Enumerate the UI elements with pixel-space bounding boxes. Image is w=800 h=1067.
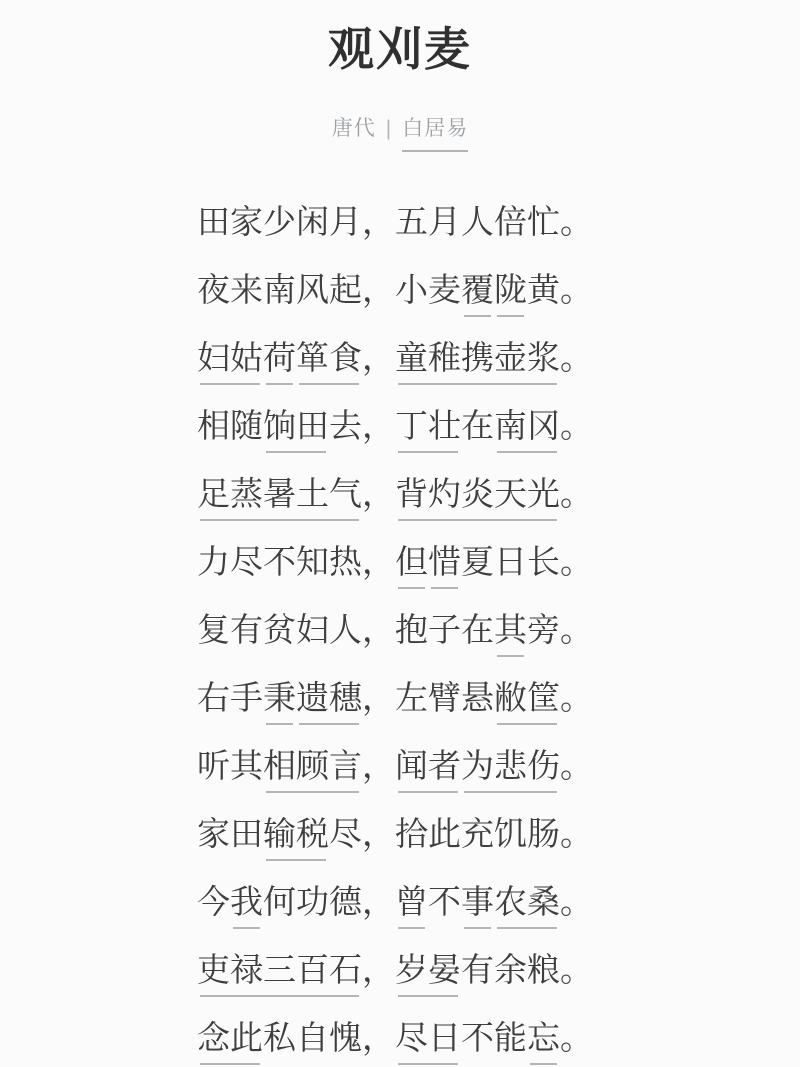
- poem-text: 相随: [197, 407, 263, 444]
- poem-line: [197, 324, 800, 392]
- poem-text: 家田: [197, 815, 263, 852]
- poem-line: [197, 528, 800, 596]
- poem-line: [197, 732, 800, 800]
- annotated-word[interactable]: 丁壮: [395, 392, 461, 460]
- annotated-word[interactable]: 但: [395, 528, 428, 596]
- annotated-word[interactable]: 闻者: [395, 732, 461, 800]
- annotated-word[interactable]: 饷田: [263, 392, 329, 460]
- poem-text: 黄。: [527, 271, 593, 308]
- poem-line: [197, 868, 800, 936]
- poem-line: [197, 936, 800, 1004]
- annotated-word[interactable]: 秉: [263, 664, 296, 732]
- poem-line: [197, 664, 800, 732]
- poem-text: ，: [362, 475, 395, 512]
- annotated-word[interactable]: 输税: [263, 800, 329, 868]
- poem-text: 。: [560, 407, 593, 444]
- poem-text: 。: [560, 747, 593, 784]
- annotated-word[interactable]: 箪食: [296, 324, 362, 392]
- poem-text: ，: [362, 951, 395, 988]
- poem-line: [197, 392, 800, 460]
- poem-text: 去，: [329, 407, 395, 444]
- poem-text: ，: [362, 747, 395, 784]
- annotated-word[interactable]: 荷: [263, 324, 296, 392]
- annotated-word[interactable]: 吏禄三百石: [197, 936, 362, 1004]
- poem-text: ，左臂悬: [362, 679, 494, 716]
- annotated-word[interactable]: 童稚携壶浆: [395, 324, 560, 392]
- poem-text: 。: [560, 883, 593, 920]
- annotated-word[interactable]: 相顾言: [263, 732, 362, 800]
- annotated-word[interactable]: 尽日: [395, 1004, 461, 1067]
- poem-text: 不能: [461, 1019, 527, 1056]
- poem-text: 不: [428, 883, 461, 920]
- subtitle-separator: |: [385, 117, 393, 140]
- poem-text: 在: [461, 407, 494, 444]
- annotated-word[interactable]: 岁晏: [395, 936, 461, 1004]
- poem-line: [197, 188, 800, 256]
- annotated-word[interactable]: 背灼炎天光: [395, 460, 560, 528]
- poem-subtitle: [0, 114, 800, 152]
- annotated-word[interactable]: 事: [461, 868, 494, 936]
- annotated-word[interactable]: 农桑: [494, 868, 560, 936]
- annotated-word[interactable]: 遗穗: [296, 664, 362, 732]
- annotated-word[interactable]: 为悲伤: [461, 732, 560, 800]
- poem-text: 。: [560, 339, 593, 376]
- poem-text: ，: [362, 339, 395, 376]
- poem-line: [197, 460, 800, 528]
- poem-text: 。: [560, 475, 593, 512]
- poem-text: 右手: [197, 679, 263, 716]
- annotated-word[interactable]: 念此: [197, 1004, 263, 1067]
- poem-line: [197, 1004, 800, 1067]
- poem-line: [197, 596, 800, 664]
- annotated-word[interactable]: 足蒸暑土气: [197, 460, 362, 528]
- annotated-word[interactable]: 惜: [428, 528, 461, 596]
- poem-text: 。: [560, 679, 593, 716]
- poem-text: 今: [197, 883, 230, 920]
- poem-text: 。: [560, 1019, 593, 1056]
- poem-text: 复有贫妇人，抱子在: [197, 611, 494, 648]
- annotated-word[interactable]: 陇: [494, 256, 527, 324]
- annotated-word[interactable]: 忘: [527, 1004, 560, 1067]
- poem-text: 夏日长。: [461, 543, 593, 580]
- poem-text: 有余粮。: [461, 951, 593, 988]
- annotated-word[interactable]: 敝筐: [494, 664, 560, 732]
- annotated-word[interactable]: 曾: [395, 868, 428, 936]
- poem-title: 观刈麦: [328, 23, 472, 75]
- poem-line: [197, 800, 800, 868]
- annotated-word[interactable]: 我: [230, 868, 263, 936]
- author-link[interactable]: 白居易: [402, 114, 468, 152]
- annotated-word[interactable]: 覆: [461, 256, 494, 324]
- poem-text: 旁。: [527, 611, 593, 648]
- poem-text: 何功德，: [263, 883, 395, 920]
- poem-text: 夜来南风起，小麦: [197, 271, 461, 308]
- annotated-word[interactable]: 妇姑: [197, 324, 263, 392]
- dynasty-label: 唐代: [331, 117, 376, 140]
- poem-text: 听其: [197, 747, 263, 784]
- poem-text: 力尽不知热，: [197, 543, 395, 580]
- poem-text: 私自愧，: [263, 1019, 395, 1056]
- poem-text: 田家少闲月，五月人倍忙。: [197, 203, 593, 240]
- annotated-word[interactable]: 南冈: [494, 392, 560, 460]
- annotated-word[interactable]: 其: [494, 596, 527, 664]
- poem-text: 尽，拾此充饥肠。: [329, 815, 593, 852]
- poem-body: [0, 188, 800, 1067]
- poem-line: [197, 256, 800, 324]
